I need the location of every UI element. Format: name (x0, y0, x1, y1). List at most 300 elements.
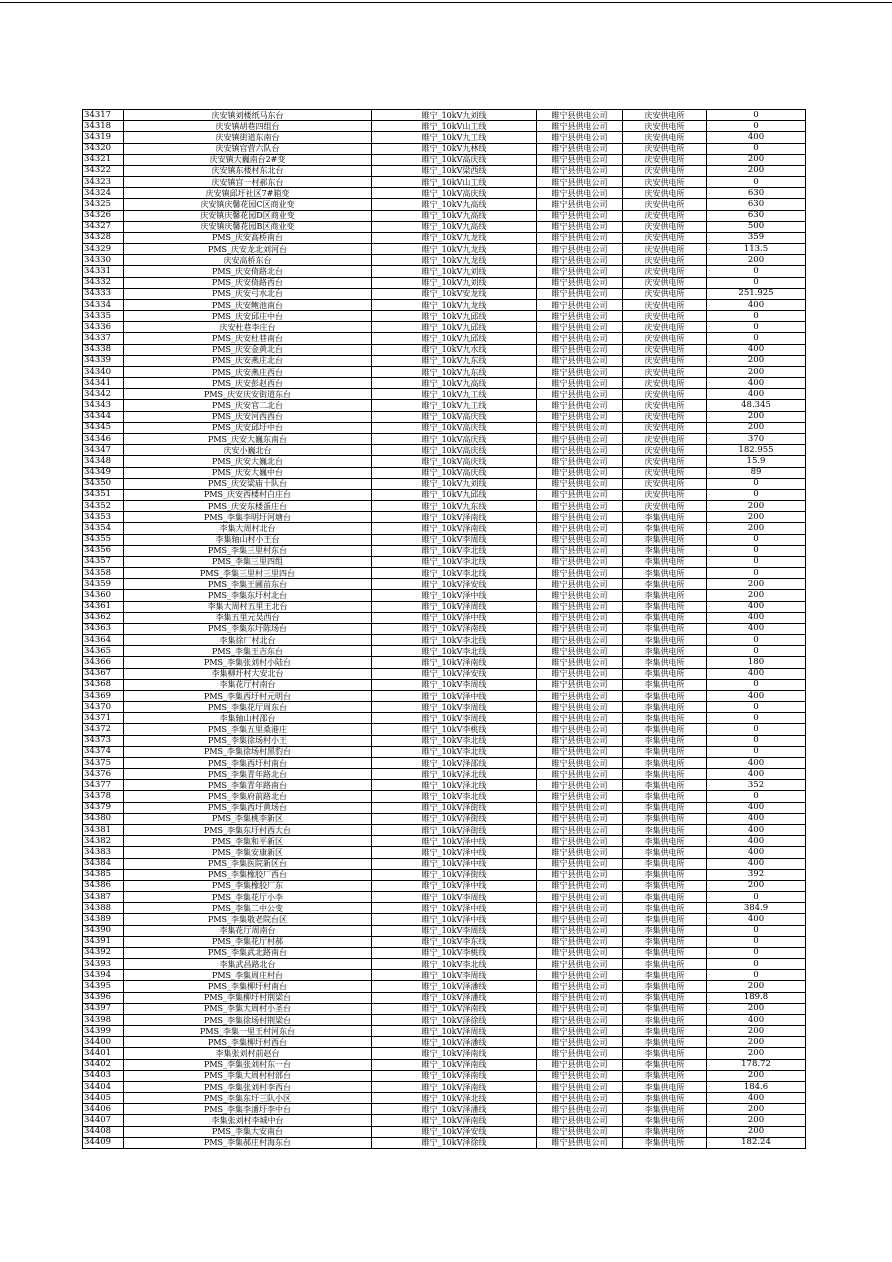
capacity-cell: 184.6 (707, 1081, 806, 1092)
feeder-line-cell: 睢宁_10kV泽徐线 (372, 1014, 537, 1025)
table-row (83, 132, 806, 143)
office-cell: 李集供电所 (623, 590, 707, 601)
station-name-cell: PMS_李集西圩黄场台 (124, 802, 372, 813)
table-row (83, 400, 806, 411)
feeder-line-cell: 睢宁_10kV泽南线 (372, 1115, 537, 1126)
feeder-line-cell: 睢宁_10kV泽北线 (372, 769, 537, 780)
station-name-cell: 李集柳圩村大安北台 (124, 668, 372, 679)
feeder-line-cell: 睢宁_10kV九刘线 (372, 478, 537, 489)
company-cell: 睢宁县供电公司 (537, 445, 623, 456)
station-name-cell: PMS_李集五里桑港庄 (124, 724, 372, 735)
table-row (83, 389, 806, 400)
station-name-cell: 庆安镇街道东南台 (124, 132, 372, 143)
company-cell: 睢宁县供电公司 (537, 1126, 623, 1137)
office-cell: 庆安供电所 (623, 456, 707, 467)
station-name-cell: PMS_李集青年路北台 (124, 769, 372, 780)
station-name-cell: 李集大周村五里王北台 (124, 601, 372, 612)
table-row (83, 1115, 806, 1126)
row-id-cell: 34367 (83, 668, 124, 679)
row-id-cell: 34324 (83, 188, 124, 199)
table-body (83, 110, 806, 1149)
office-cell: 李集供电所 (623, 847, 707, 858)
feeder-line-cell: 睢宁_10kV李北线 (372, 568, 537, 579)
table-row (83, 769, 806, 780)
capacity-cell: 15.9 (707, 456, 806, 467)
station-name-cell: PMS_李集西圩村南台 (124, 757, 372, 768)
office-cell: 李集供电所 (623, 657, 707, 668)
capacity-cell: 200 (707, 1070, 806, 1081)
company-cell: 睢宁县供电公司 (537, 679, 623, 690)
company-cell: 睢宁县供电公司 (537, 668, 623, 679)
row-id-cell: 34393 (83, 959, 124, 970)
office-cell: 庆安供电所 (623, 478, 707, 489)
transformer-table (82, 109, 806, 1149)
station-name-cell: PMS_庆安官二北台 (124, 400, 372, 411)
capacity-cell: 0 (707, 110, 806, 121)
office-cell: 庆安供电所 (623, 433, 707, 444)
capacity-cell: 0 (707, 311, 806, 322)
capacity-cell: 400 (707, 132, 806, 143)
capacity-cell: 200 (707, 523, 806, 534)
table-row (83, 199, 806, 210)
office-cell: 李集供电所 (623, 992, 707, 1003)
capacity-cell: 0 (707, 713, 806, 724)
station-name-cell: PMS_李集安康新区 (124, 847, 372, 858)
station-name-cell: PMS_李集橡胶厂西台 (124, 869, 372, 880)
company-cell: 睢宁县供电公司 (537, 702, 623, 713)
station-name-cell: PMS_庆安燕庄西台 (124, 366, 372, 377)
row-id-cell: 34341 (83, 378, 124, 389)
company-cell: 睢宁县供电公司 (537, 635, 623, 646)
feeder-line-cell: 睢宁_10kV泽街线 (372, 825, 537, 836)
office-cell: 李集供电所 (623, 1014, 707, 1025)
office-cell: 李集供电所 (623, 545, 707, 556)
capacity-cell: 400 (707, 847, 806, 858)
office-cell: 李集供电所 (623, 690, 707, 701)
capacity-cell: 200 (707, 422, 806, 433)
table-row (83, 311, 806, 322)
table-row (83, 556, 806, 567)
feeder-line-cell: 睢宁_10kV高庆线 (372, 467, 537, 478)
feeder-line-cell: 睢宁_10kV九刘线 (372, 266, 537, 277)
capacity-cell: 251.925 (707, 288, 806, 299)
feeder-line-cell: 睢宁_10kV九东线 (372, 366, 537, 377)
station-name-cell: 李集徐厂村北台 (124, 635, 372, 646)
office-cell: 李集供电所 (623, 1126, 707, 1137)
table-row (83, 802, 806, 813)
feeder-line-cell: 睢宁_10kV九邱线 (372, 311, 537, 322)
office-cell: 李集供电所 (623, 892, 707, 903)
office-cell: 李集供电所 (623, 903, 707, 914)
station-name-cell: 庆安镇刘楼纸马东台 (124, 110, 372, 121)
station-name-cell: 李集五里元吴西台 (124, 612, 372, 623)
capacity-cell: 630 (707, 188, 806, 199)
station-name-cell: 李集轴山村邵台 (124, 713, 372, 724)
capacity-cell: 182.955 (707, 445, 806, 456)
company-cell: 睢宁县供电公司 (537, 422, 623, 433)
station-name-cell: 庆安镇官营六队台 (124, 143, 372, 154)
station-name-cell: PMS_李集青年路南台 (124, 780, 372, 791)
row-id-cell: 34404 (83, 1081, 124, 1092)
station-name-cell: PMS_庆安大巍东南台 (124, 433, 372, 444)
office-cell: 李集供电所 (623, 579, 707, 590)
office-cell: 李集供电所 (623, 612, 707, 623)
company-cell: 睢宁县供电公司 (537, 936, 623, 947)
company-cell: 睢宁县供电公司 (537, 903, 623, 914)
table-row (83, 378, 806, 389)
office-cell: 庆安供电所 (623, 221, 707, 232)
company-cell: 睢宁县供电公司 (537, 992, 623, 1003)
feeder-line-cell: 睢宁_10kV李桃线 (372, 947, 537, 958)
company-cell: 睢宁县供电公司 (537, 925, 623, 936)
company-cell: 睢宁县供电公司 (537, 277, 623, 288)
capacity-cell: 400 (707, 1093, 806, 1104)
feeder-line-cell: 睢宁_10kV李北线 (372, 791, 537, 802)
feeder-line-cell: 睢宁_10kV九龙线 (372, 299, 537, 310)
table-row (83, 501, 806, 512)
office-cell: 庆安供电所 (623, 199, 707, 210)
capacity-cell: 0 (707, 568, 806, 579)
capacity-cell: 400 (707, 668, 806, 679)
office-cell: 庆安供电所 (623, 188, 707, 199)
feeder-line-cell: 睢宁_10kV梁西线 (372, 165, 537, 176)
row-id-cell: 34377 (83, 780, 124, 791)
company-cell: 睢宁县供电公司 (537, 512, 623, 523)
office-cell: 庆安供电所 (623, 467, 707, 478)
row-id-cell: 34376 (83, 769, 124, 780)
station-name-cell: PMS_李集二中公变 (124, 903, 372, 914)
feeder-line-cell: 睢宁_10kV高庆线 (372, 445, 537, 456)
station-name-cell: 李集武昌路北台 (124, 959, 372, 970)
row-id-cell: 34331 (83, 266, 124, 277)
feeder-line-cell: 睢宁_10kV泽安线 (372, 579, 537, 590)
company-cell: 睢宁县供电公司 (537, 880, 623, 891)
company-cell: 睢宁县供电公司 (537, 322, 623, 333)
station-name-cell: PMS_庆安高桥南台 (124, 232, 372, 243)
row-id-cell: 34342 (83, 389, 124, 400)
table-row (83, 422, 806, 433)
feeder-line-cell: 睢宁_10kV九工线 (372, 400, 537, 411)
row-id-cell: 34352 (83, 501, 124, 512)
feeder-line-cell: 睢宁_10kV九东线 (372, 355, 537, 366)
row-id-cell: 34363 (83, 623, 124, 634)
table-row (83, 1104, 806, 1115)
office-cell: 庆安供电所 (623, 299, 707, 310)
capacity-cell: 0 (707, 791, 806, 802)
office-cell: 李集供电所 (623, 757, 707, 768)
capacity-cell: 178.72 (707, 1059, 806, 1070)
company-cell: 睢宁县供电公司 (537, 232, 623, 243)
company-cell: 睢宁县供电公司 (537, 1026, 623, 1037)
office-cell: 李集供电所 (623, 1070, 707, 1081)
table-row (83, 903, 806, 914)
feeder-line-cell: 睢宁_10kV泽中线 (372, 858, 537, 869)
office-cell: 李集供电所 (623, 970, 707, 981)
office-cell: 庆安供电所 (623, 400, 707, 411)
office-cell: 李集供电所 (623, 1115, 707, 1126)
row-id-cell: 34345 (83, 422, 124, 433)
feeder-line-cell: 睢宁_10kV李北线 (372, 635, 537, 646)
company-cell: 睢宁县供电公司 (537, 612, 623, 623)
company-cell: 睢宁县供电公司 (537, 433, 623, 444)
row-id-cell: 34398 (83, 1014, 124, 1025)
table-row (83, 579, 806, 590)
row-id-cell: 34378 (83, 791, 124, 802)
row-id-cell: 34384 (83, 858, 124, 869)
station-name-cell: PMS_庆安河西西台 (124, 411, 372, 422)
company-cell: 睢宁县供电公司 (537, 389, 623, 400)
office-cell: 李集供电所 (623, 635, 707, 646)
row-id-cell: 34322 (83, 165, 124, 176)
feeder-line-cell: 睢宁_10kV李周线 (372, 713, 537, 724)
office-cell: 庆安供电所 (623, 132, 707, 143)
office-cell: 庆安供电所 (623, 378, 707, 389)
feeder-line-cell: 睢宁_10kV李北线 (372, 556, 537, 567)
table-row (83, 925, 806, 936)
row-id-cell: 34365 (83, 646, 124, 657)
station-name-cell: 李集轴山村小王台 (124, 534, 372, 545)
company-cell: 睢宁县供电公司 (537, 780, 623, 791)
office-cell: 庆安供电所 (623, 244, 707, 255)
station-name-cell: 庆安镇大巍南台2#变 (124, 154, 372, 165)
capacity-cell: 400 (707, 836, 806, 847)
office-cell: 李集供电所 (623, 1003, 707, 1014)
office-cell: 李集供电所 (623, 858, 707, 869)
table-row (83, 143, 806, 154)
office-cell: 庆安供电所 (623, 322, 707, 333)
feeder-line-cell: 睢宁_10kV泽周线 (372, 601, 537, 612)
row-id-cell: 34362 (83, 612, 124, 623)
station-name-cell: 庆安镇庆馨花园D区商业变 (124, 210, 372, 221)
company-cell: 睢宁县供电公司 (537, 769, 623, 780)
station-name-cell: PMS_李集橡胶厂东 (124, 880, 372, 891)
table-row (83, 512, 806, 523)
feeder-line-cell: 睢宁_10kV泽南线 (372, 1081, 537, 1092)
capacity-cell: 400 (707, 378, 806, 389)
capacity-cell: 400 (707, 757, 806, 768)
capacity-cell: 400 (707, 769, 806, 780)
company-cell: 睢宁县供电公司 (537, 802, 623, 813)
company-cell: 睢宁县供电公司 (537, 1059, 623, 1070)
station-name-cell: 李集张刘村李城中台 (124, 1115, 372, 1126)
company-cell: 睢宁县供电公司 (537, 545, 623, 556)
row-id-cell: 34358 (83, 568, 124, 579)
table-row (83, 188, 806, 199)
row-id-cell: 34320 (83, 143, 124, 154)
office-cell: 李集供电所 (623, 735, 707, 746)
office-cell: 李集供电所 (623, 668, 707, 679)
capacity-cell: 359 (707, 232, 806, 243)
feeder-line-cell: 睢宁_10kV山工线 (372, 177, 537, 188)
station-name-cell: PMS_李集张刘村东一台 (124, 1059, 372, 1070)
company-cell: 睢宁县供电公司 (537, 757, 623, 768)
feeder-line-cell: 睢宁_10kV泽南线 (372, 657, 537, 668)
row-id-cell: 34392 (83, 947, 124, 958)
table-row (83, 880, 806, 891)
row-id-cell: 34409 (83, 1137, 124, 1148)
row-id-cell: 34406 (83, 1104, 124, 1115)
station-name-cell: PMS_李集三里村东台 (124, 545, 372, 556)
row-id-cell: 34374 (83, 746, 124, 757)
feeder-line-cell: 睢宁_10kV李周线 (372, 679, 537, 690)
row-id-cell: 34353 (83, 512, 124, 523)
station-name-cell: PMS_李集大周村小圣台 (124, 1003, 372, 1014)
capacity-cell: 384.9 (707, 903, 806, 914)
station-name-cell: PMS_李集桃李新区 (124, 813, 372, 824)
office-cell: 李集供电所 (623, 880, 707, 891)
feeder-line-cell: 睢宁_10kV九水线 (372, 344, 537, 355)
table-row (83, 780, 806, 791)
station-name-cell: PMS_李集大安南台 (124, 1126, 372, 1137)
table-row (83, 1137, 806, 1148)
office-cell: 李集供电所 (623, 646, 707, 657)
office-cell: 庆安供电所 (623, 165, 707, 176)
capacity-cell: 400 (707, 623, 806, 634)
feeder-line-cell: 睢宁_10kV泽安线 (372, 668, 537, 679)
table-row (83, 299, 806, 310)
feeder-line-cell: 睢宁_10kV泽街线 (372, 802, 537, 813)
row-id-cell: 34356 (83, 545, 124, 556)
office-cell: 李集供电所 (623, 947, 707, 958)
capacity-cell: 200 (707, 165, 806, 176)
station-name-cell: PMS_李集柳圩村南台 (124, 981, 372, 992)
row-id-cell: 34396 (83, 992, 124, 1003)
office-cell: 李集供电所 (623, 1093, 707, 1104)
station-name-cell: PMS_李集徐场村荆梁台 (124, 1014, 372, 1025)
table-row (83, 981, 806, 992)
station-name-cell: PMS_庆安燕庄北台 (124, 355, 372, 366)
company-cell: 睢宁县供电公司 (537, 947, 623, 958)
capacity-cell: 400 (707, 389, 806, 400)
capacity-cell: 0 (707, 545, 806, 556)
company-cell: 睢宁县供电公司 (537, 556, 623, 567)
row-id-cell: 34394 (83, 970, 124, 981)
feeder-line-cell: 睢宁_10kV泽徐线 (372, 1137, 537, 1148)
office-cell: 李集供电所 (623, 1104, 707, 1115)
company-cell: 睢宁县供电公司 (537, 177, 623, 188)
table-row (83, 1048, 806, 1059)
feeder-line-cell: 睢宁_10kV泽潘线 (372, 1104, 537, 1115)
row-id-cell: 34401 (83, 1048, 124, 1059)
table-row (83, 456, 806, 467)
capacity-cell: 0 (707, 746, 806, 757)
row-id-cell: 34349 (83, 467, 124, 478)
company-cell: 睢宁县供电公司 (537, 244, 623, 255)
station-name-cell: PMS_庆安鲍池南台 (124, 299, 372, 310)
feeder-line-cell: 睢宁_10kV安龙线 (372, 288, 537, 299)
row-id-cell: 34338 (83, 344, 124, 355)
company-cell: 睢宁县供电公司 (537, 366, 623, 377)
table-row (83, 635, 806, 646)
capacity-cell: 400 (707, 802, 806, 813)
table-row (83, 847, 806, 858)
company-cell: 睢宁县供电公司 (537, 959, 623, 970)
company-cell: 睢宁县供电公司 (537, 735, 623, 746)
office-cell: 李集供电所 (623, 746, 707, 757)
row-id-cell: 34399 (83, 1026, 124, 1037)
table-row (83, 277, 806, 288)
office-cell: 庆安供电所 (623, 445, 707, 456)
capacity-cell: 400 (707, 601, 806, 612)
feeder-line-cell: 睢宁_10kV泽中线 (372, 903, 537, 914)
feeder-line-cell: 睢宁_10kV泽南线 (372, 1048, 537, 1059)
capacity-cell: 200 (707, 1026, 806, 1037)
capacity-cell: 0 (707, 646, 806, 657)
company-cell: 睢宁县供电公司 (537, 255, 623, 266)
office-cell: 李集供电所 (623, 1048, 707, 1059)
company-cell: 睢宁县供电公司 (537, 836, 623, 847)
table-row (83, 724, 806, 735)
table-row (83, 668, 806, 679)
station-name-cell: PMS_庆安龙北刘河台 (124, 244, 372, 255)
capacity-cell: 200 (707, 579, 806, 590)
feeder-line-cell: 睢宁_10kV高庆线 (372, 433, 537, 444)
table-row (83, 623, 806, 634)
row-id-cell: 34395 (83, 981, 124, 992)
company-cell: 睢宁县供电公司 (537, 1037, 623, 1048)
table-row (83, 657, 806, 668)
station-name-cell: PMS_李集徐场村小王 (124, 735, 372, 746)
table-row (83, 478, 806, 489)
company-cell: 睢宁县供电公司 (537, 1104, 623, 1115)
feeder-line-cell: 睢宁_10kV九林线 (372, 143, 537, 154)
table-row (83, 232, 806, 243)
table-row (83, 366, 806, 377)
office-cell: 李集供电所 (623, 802, 707, 813)
station-name-cell: PMS_李集东圩三队小区 (124, 1093, 372, 1104)
office-cell: 李集供电所 (623, 601, 707, 612)
station-name-cell: 庆安高桥东台 (124, 255, 372, 266)
row-id-cell: 34351 (83, 489, 124, 500)
feeder-line-cell: 睢宁_10kV泽中线 (372, 914, 537, 925)
table-row (83, 1014, 806, 1025)
table-row (83, 266, 806, 277)
station-name-cell: PMS_李集郝庄村海东台 (124, 1137, 372, 1148)
feeder-line-cell: 睢宁_10kV泽南线 (372, 523, 537, 534)
capacity-cell: 0 (707, 333, 806, 344)
row-id-cell: 34400 (83, 1037, 124, 1048)
office-cell: 庆安供电所 (623, 288, 707, 299)
office-cell: 庆安供电所 (623, 344, 707, 355)
row-id-cell: 34337 (83, 333, 124, 344)
office-cell: 李集供电所 (623, 1081, 707, 1092)
office-cell: 李集供电所 (623, 556, 707, 567)
table-row (83, 914, 806, 925)
feeder-line-cell: 睢宁_10kV李北线 (372, 959, 537, 970)
feeder-line-cell: 睢宁_10kV李桃线 (372, 724, 537, 735)
row-id-cell: 34407 (83, 1115, 124, 1126)
station-name-cell: PMS_李集东圩村西大台 (124, 825, 372, 836)
feeder-line-cell: 睢宁_10kV李周线 (372, 892, 537, 903)
office-cell: 庆安供电所 (623, 411, 707, 422)
office-cell: 李集供电所 (623, 925, 707, 936)
station-name-cell: PMS_李集李明圩河塘台 (124, 512, 372, 523)
station-name-cell: 庆安镇邱圩社区7#箱变 (124, 188, 372, 199)
capacity-cell: 0 (707, 959, 806, 970)
company-cell: 睢宁县供电公司 (537, 1048, 623, 1059)
company-cell: 睢宁县供电公司 (537, 892, 623, 903)
feeder-line-cell: 睢宁_10kV泽中线 (372, 847, 537, 858)
feeder-line-cell: 睢宁_10kV九龙线 (372, 244, 537, 255)
feeder-line-cell: 睢宁_10kV李周线 (372, 534, 537, 545)
row-id-cell: 34368 (83, 679, 124, 690)
station-name-cell: 李集花厅周南台 (124, 925, 372, 936)
office-cell: 庆安供电所 (623, 121, 707, 132)
station-name-cell: PMS_庆安弓水北台 (124, 288, 372, 299)
table-row (83, 210, 806, 221)
capacity-cell: 200 (707, 366, 806, 377)
feeder-line-cell: 睢宁_10kV李北线 (372, 545, 537, 556)
